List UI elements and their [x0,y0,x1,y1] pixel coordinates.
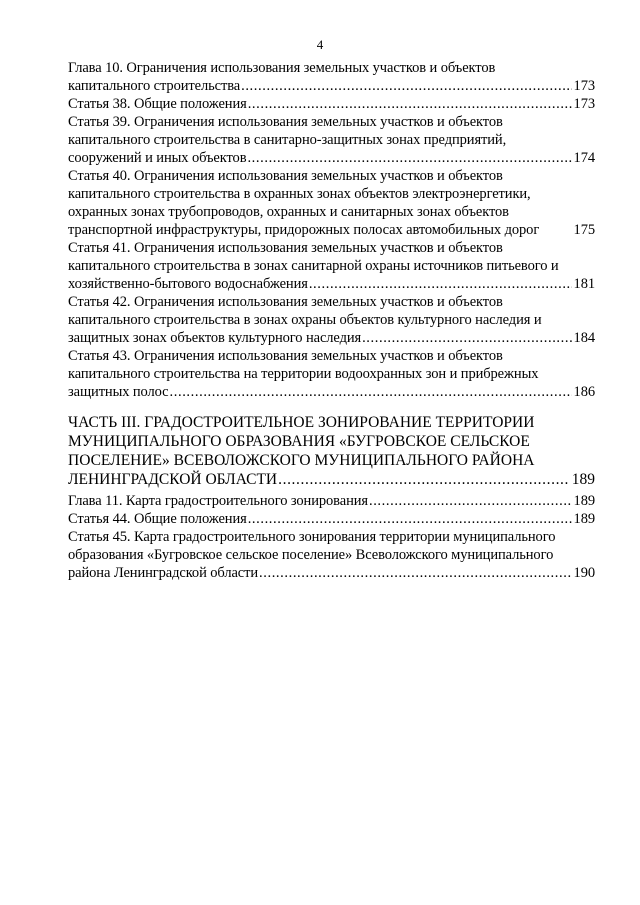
toc-entry-line: Статья 42. Ограничения использования земельных участков и объектов [68,294,503,310]
toc-entry-title: капитального строительства [68,78,241,94]
toc-entry-line: Статья 45. Карта градостроительного зонирования территории муниципального [68,529,556,545]
toc-page-number: 181 [573,276,595,292]
toc-leader-dots [309,275,572,293]
toc-entry[interactable] [68,113,595,167]
toc-entry[interactable] [68,413,595,489]
toc-entry-line: капитального строительства в зонах санитарной охраны источников питьевого и [68,258,559,274]
toc-entry-line: капитального строительства в охранных зонах объектов электроэнергетики, [68,186,531,202]
toc-entry[interactable] [68,347,595,401]
toc-entry-last-line [68,383,595,401]
toc-entry-title: ЛЕНИНГРАДСКОЙ ОБЛАСТИ [68,471,278,488]
toc-page-number: 186 [573,384,595,400]
toc-entry-title: Глава 11. Карта градостроительного зонирования [68,493,368,509]
toc-entry-title: защитных полос [68,384,169,400]
toc-leader-dots [170,383,572,401]
toc-entry[interactable] [68,239,595,293]
toc-page-number: 174 [573,150,595,166]
toc-entry-line: Статья 41. Ограничения использования земельных участков и объектов [68,240,503,256]
toc-entry-line: образования «Бугровское сельское поселение» Всеволожского муниципального [68,547,554,563]
toc-entry-title: сооружений и иных объектов [68,150,247,166]
toc-entry-line: капитального строительства в зонах охраны объектов культурного наследия и [68,312,542,328]
toc-entry[interactable] [68,293,595,347]
toc-entry[interactable] [68,528,595,582]
toc-entry[interactable] [68,59,595,95]
toc-entry-line: ПОСЕЛЕНИЕ» ВСЕВОЛОЖСКОГО МУНИЦИПАЛЬНОГО РАЙОНА [68,452,535,469]
toc-page-number: 184 [573,330,595,346]
toc-leader-dots [369,492,572,510]
toc-entry-line: Статья 39. Ограничения использования земельных участков и объектов [68,114,503,130]
toc-entry[interactable] [68,510,595,528]
toc-leader-dots [248,510,572,528]
toc-entry-last-line [68,95,595,113]
toc-entry-last-line [68,77,595,95]
table-of-contents [68,59,595,582]
toc-entry-last-line [68,149,595,167]
toc-entry-last-line [68,470,595,489]
toc-entry-title: Статья 44. Общие положения [68,511,247,527]
toc-entry-last-line [68,329,595,347]
toc-entry-last-line [68,492,595,510]
toc-entry-title: транспортной инфраструктуры, придорожных полосах автомобильных дорог [68,222,540,238]
toc-entry[interactable] [68,167,595,239]
toc-page-number: 190 [573,565,595,581]
toc-entry-title: хозяйственно-бытового водоснабжения [68,276,308,292]
toc-leader-dots [259,564,572,582]
toc-entry-last-line [68,564,595,582]
toc-page-number: 175 [573,222,595,238]
toc-entry-title: защитных зонах объектов культурного наследия [68,330,362,346]
toc-page-number: 173 [573,78,595,94]
page-number: 4 [316,37,324,52]
toc-leader-dots [362,329,571,347]
toc-entry[interactable] [68,95,595,113]
toc-page-number: 189 [573,511,595,527]
toc-entry-title: Статья 38. Общие положения [68,96,247,112]
toc-entry-line: Глава 10. Ограничения использования земельных участков и объектов [68,60,496,76]
toc-page-number: 189 [573,493,595,509]
toc-entry-last-line [68,221,595,239]
toc-entry-line: Статья 40. Ограничения использования земельных участков и объектов [68,168,503,184]
toc-entry-line: МУНИЦИПАЛЬНОГО ОБРАЗОВАНИЯ «БУГРОВСКОЕ СЕЛЬСКОЕ [68,433,530,450]
toc-entry[interactable] [68,492,595,510]
toc-leader-dots [278,470,570,489]
toc-entry-line: капитального строительства в санитарно-защитных зонах предприятий, [68,132,507,148]
toc-entry-last-line [68,510,595,528]
toc-entry-line: капитального строительства на территории водоохранных зон и прибрежных [68,366,539,382]
toc-entry-line: Статья 43. Ограничения использования земельных участков и объектов [68,348,503,364]
toc-entry-line: охранных зонах трубопроводов, охранных и санитарных зонах объектов [68,204,509,220]
toc-entry-line: ЧАСТЬ III. ГРАДОСТРОИТЕЛЬНОЕ ЗОНИРОВАНИЕ ТЕРРИТОРИИ [68,414,535,431]
toc-page-number: 173 [573,96,595,112]
toc-leader-dots [248,95,572,113]
toc-leader-dots [241,77,571,95]
toc-entry-title: района Ленинградской области [68,565,259,581]
toc-page-number: 189 [571,471,595,488]
toc-entry-last-line [68,275,595,293]
toc-leader-dots [247,149,571,167]
